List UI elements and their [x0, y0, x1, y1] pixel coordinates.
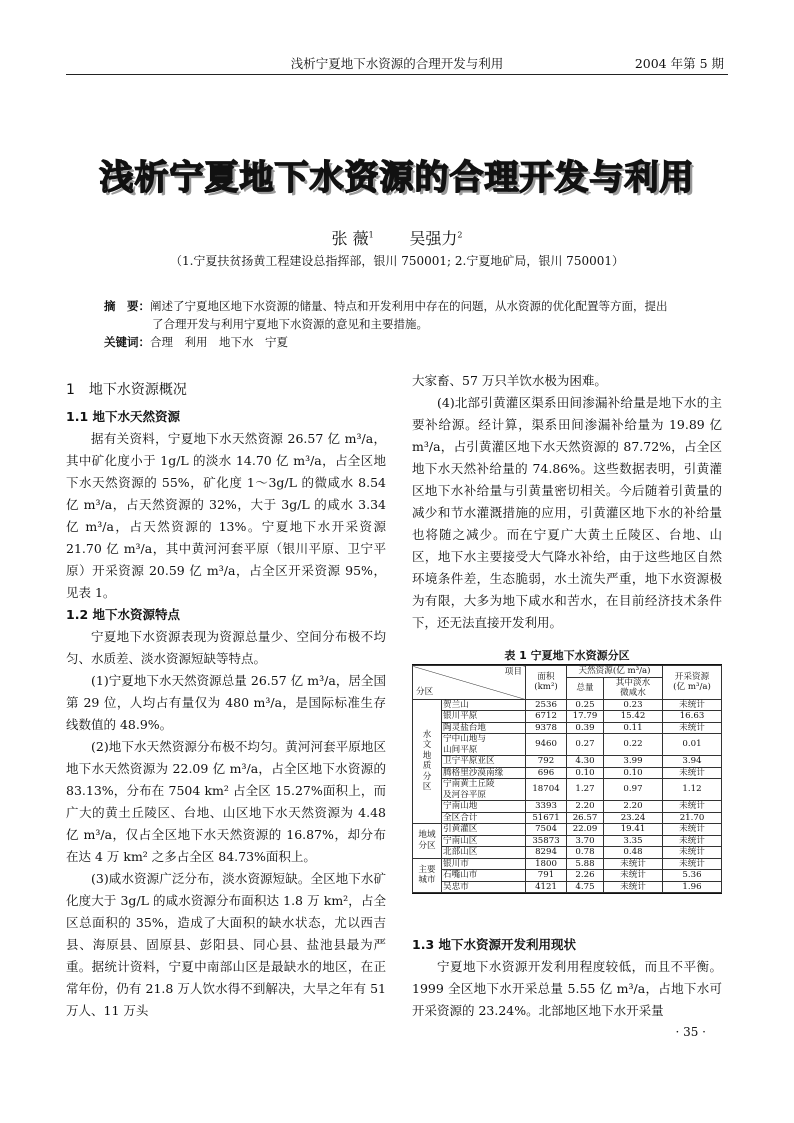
table-cell: 未统计 — [604, 870, 663, 882]
table-1 — [412, 648, 722, 894]
table-row — [413, 767, 722, 779]
table-cell: 未统计 — [663, 722, 722, 734]
table-1-caption: 表 1 宁夏地下水资源分区 — [504, 649, 630, 662]
row-label: 宁中山地与 山间平原 — [442, 734, 526, 756]
table-cell: 3.70 — [567, 835, 604, 847]
table-cell: 3.35 — [604, 835, 663, 847]
table-cell: 16.63 — [663, 711, 722, 723]
table-row — [413, 835, 722, 847]
table-cell: 4121 — [526, 881, 567, 893]
corner-header — [413, 666, 526, 700]
table-cell: 3.99 — [604, 756, 663, 768]
table-cell: 未统计 — [663, 767, 722, 779]
table-cell: 1800 — [526, 858, 567, 870]
table-cell: 6712 — [526, 711, 567, 723]
table-cell: 23.24 — [604, 812, 663, 824]
table-cell: 0.10 — [604, 767, 663, 779]
table-cell: 51671 — [526, 812, 567, 824]
table-row — [413, 711, 722, 723]
table-cell: 0.27 — [567, 734, 604, 756]
table-cell: 0.01 — [663, 734, 722, 756]
section-1-heading: 1 地下水资源概况 — [66, 382, 187, 398]
table-cell: 3393 — [526, 801, 567, 813]
table-cell: 21.70 — [663, 812, 722, 824]
table-cell: 0.39 — [567, 722, 604, 734]
table-row — [413, 756, 722, 768]
table-cell: 19.41 — [604, 824, 663, 836]
table-cell: 2.20 — [604, 801, 663, 813]
table-cell: 17.79 — [567, 711, 604, 723]
row-label: 石嘴山市 — [442, 870, 526, 882]
abstract-text-2: 了合理开发与利用宁夏地下水资源的意见和主要措施。 — [152, 317, 428, 331]
table-cell: 696 — [526, 767, 567, 779]
header-exploitable: 开采资源 (亿 m³/a) — [663, 666, 722, 700]
table-cell: 0.25 — [567, 699, 604, 711]
table-cell: 18704 — [526, 779, 567, 801]
abstract-label: 摘 要： — [104, 299, 150, 313]
table-cell: 26.57 — [567, 812, 604, 824]
running-header — [66, 52, 728, 75]
row-label: 宁南山区 — [442, 835, 526, 847]
author-2-sup: 2 — [457, 230, 463, 240]
row-label: 引黄灌区 — [442, 824, 526, 836]
row-label: 贺兰山 — [442, 699, 526, 711]
table-row — [413, 801, 722, 813]
table-cell: 3.94 — [663, 756, 722, 768]
table-cell: 0.23 — [604, 699, 663, 711]
row-label: 北部山区 — [442, 847, 526, 859]
author-1: 张 薇 — [331, 229, 369, 248]
table-cell: 2.26 — [567, 870, 604, 882]
table-row — [413, 847, 722, 859]
table-cell: 0.10 — [567, 767, 604, 779]
table-cell: 0.78 — [567, 847, 604, 859]
table-cell: 0.11 — [604, 722, 663, 734]
abstract-text-1: 阐述了宁夏地区地下水资源的储量、特点和开发利用中存在的问题，从水资源的优化配置等方面，提出 — [150, 299, 668, 313]
affiliation: （1.宁夏扶贫扬黄工程建设总指挥部，银川 750001; 2.宁夏地矿局，银川 750001） — [169, 254, 624, 268]
section-1-2-point-3: (3)咸水资源广泛分布，淡水资源短缺。全区地下水矿化度大于 3g/L 的咸水资源分布面积达 1.8 万 km²，占全区总面积的 35%，造成了大面积的缺水状态，尤以西吉县、海原县、固原县、彭阳县、同心县、盐池县最为严重。据统计资料，宁夏中南部山区是最缺水的地区，在正常年份，仍有 21.8 万人饮水得不到解决，大旱之年有 51 万人、11 万头 — [66, 871, 386, 1018]
keywords: 合理 利用 地下水 宁夏 — [150, 335, 288, 349]
table-cell: 未统计 — [663, 835, 722, 847]
table-cell: 1.12 — [663, 779, 722, 801]
section-1-3 — [412, 934, 722, 1022]
header-area: 面积 (km²) — [526, 666, 567, 700]
table-cell: 未统计 — [604, 858, 663, 870]
author-2: 吴强力 — [409, 229, 458, 248]
running-title: 浅析宁夏地下水资源的合理开发与利用 — [290, 56, 504, 71]
table-cell: 未统计 — [663, 801, 722, 813]
resource-table — [412, 665, 722, 893]
table-cell: 2536 — [526, 699, 567, 711]
article-title: 浅析宁夏地下水资源的合理开发与利用 — [99, 158, 695, 198]
section-1-2-point-1: (1)宁夏地下水天然资源总量 26.57 亿 m³/a，居全国第 29 位，人均占有量仅为 480 m³/a，是国际标准生存线数值的 48.9%。 — [66, 673, 386, 732]
row-label: 吴忠市 — [442, 881, 526, 893]
author-1-sup: 1 — [368, 230, 374, 240]
section-1-1-para: 据有关资料，宁夏地下水天然资源 26.57 亿 m³/a，其中矿化度小于 1g/L 的淡水 14.70 亿 m³/a，占全区地下水天然资源的 55%，矿化度 1～3g/L 的微咸水 8.54 亿 m³/a，占天然资源的 32%，大于 3g/L 的咸水 3.34 亿 m³/a，占天然资源的 13%。宁夏地下水开采资源 21.70 亿 m³/a，其中黄河河套平原（银川平原、卫宁平原）开采资源 20.59 亿 m³/a，占全区开采资源 95%，见表 1。 — [66, 431, 386, 600]
table-cell: 791 — [526, 870, 567, 882]
table-cell: 未统计 — [663, 847, 722, 859]
header-natural: 天然资源(亿 m³/a) — [567, 666, 663, 678]
table-cell: 0.48 — [604, 847, 663, 859]
row-label: 银川市 — [442, 858, 526, 870]
header-item: 项目 — [504, 667, 522, 677]
group-label: 水 文 地 质 分 区 — [413, 699, 442, 824]
table-cell: 未统计 — [663, 824, 722, 836]
table-row — [413, 870, 722, 882]
section-1-2-heading: 1.2 地下水资源特点 — [66, 607, 180, 622]
abstract — [104, 297, 704, 351]
table-row — [413, 722, 722, 734]
table-row — [413, 779, 722, 801]
table-cell: 15.42 — [604, 711, 663, 723]
header-total: 总量 — [567, 677, 604, 699]
table-cell: 0.22 — [604, 734, 663, 756]
section-1-3-para: 宁夏地下水资源开发利用程度较低，而且不平衡。1999 全区地下水开采总量 5.55 亿 m³/a，占地下水可开采资源的 23.24%。北部地区地下水开采量 — [412, 959, 722, 1018]
table-cell: 4.30 — [567, 756, 604, 768]
header-zone: 分区 — [416, 687, 434, 697]
table-row — [413, 858, 722, 870]
row-label: 银川平原 — [442, 711, 526, 723]
table-cell: 1.27 — [567, 779, 604, 801]
table-cell: 2.20 — [567, 801, 604, 813]
issue-label: 2004 年第 5 期 — [634, 56, 724, 71]
continued-text: 大家畜、57 万只羊饮水极为困难。 — [412, 373, 607, 388]
total-row — [413, 812, 722, 824]
section-1-2-intro: 宁夏地下水资源表现为资源总量少、空间分布极不均匀、水质差、淡水资源短缺等特点。 — [66, 629, 386, 666]
section-1-1-heading: 1.1 地下水天然资源 — [66, 409, 180, 424]
table-cell: 未统计 — [663, 858, 722, 870]
table-row — [413, 699, 722, 711]
section-1-3-heading: 1.3 地下水资源开发利用现状 — [412, 937, 576, 952]
section-1-2-point-2: (2)地下水天然资源分布极不均匀。黄河河套平原地区地下水天然资源为 22.09 亿 m³/a，占全区地下水资源的 83.13%，分布在 7504 km² 占全区 15.27%面积上，而广大的黄土丘陵区、台地、山区地下水天然资源为 4.48 亿 m³/a，仅占全区地下水天然资源的 16.87%，却分布在达 4 万 km² 之多占全区 84.73%面积上。 — [66, 739, 386, 864]
group-label: 主要 城市 — [413, 858, 442, 893]
section-1-2-point-4: (4)北部引黄灌区渠系田间渗漏补给量是地下水的主要补给源。经计算，渠系田间渗漏补给量为 19.89 亿 m³/a，占引黄灌区地下水天然资源的 87.72%，占全区地下水天然补给量的 74.86%。这些数据表明，引黄灌区地下水补给量与引黄量密切相关。今后随着引黄量的减少和节水灌溉措施的应用，引黄灌区地下水的补给量也将随之减少。而在宁夏广大黄土丘陵区、台地、山区，地下水主要接受大气降水补给，由于这些地区自然环境条件差，生态脆弱，水土流失严重，地下水资源极为有限，大多为地下咸水和苦水，在目前经济技术条件下，还无法直接开发利用。 — [412, 395, 722, 630]
row-label: 宁南山地 — [442, 801, 526, 813]
table-row — [413, 734, 722, 756]
table-row — [413, 824, 722, 836]
right-column — [412, 370, 722, 634]
table-cell: 5.88 — [567, 858, 604, 870]
table-cell: 792 — [526, 756, 567, 768]
left-column — [66, 378, 386, 1022]
table-cell: 9378 — [526, 722, 567, 734]
table-cell: 22.09 — [567, 824, 604, 836]
keywords-label: 关键词： — [104, 335, 150, 349]
page-number: · 35 · — [675, 1025, 706, 1039]
table-cell: 9460 — [526, 734, 567, 756]
table-cell: 未统计 — [663, 699, 722, 711]
table-cell: 5.36 — [663, 870, 722, 882]
table-cell: 未统计 — [604, 881, 663, 893]
row-label: 卫宁平原亚区 — [442, 756, 526, 768]
group-label: 地域 分区 — [413, 824, 442, 859]
table-cell: 4.75 — [567, 881, 604, 893]
table-cell: 1.96 — [663, 881, 722, 893]
row-label: 全区合计 — [442, 812, 526, 824]
row-label: 腾格里沙漠南缘 — [442, 767, 526, 779]
table-cell: 7504 — [526, 824, 567, 836]
table-cell: 0.97 — [604, 779, 663, 801]
table-row — [413, 881, 722, 893]
table-cell: 8294 — [526, 847, 567, 859]
authors — [0, 226, 794, 249]
table-cell: 35873 — [526, 835, 567, 847]
row-label: 宁南黄土丘陵 及河谷平原 — [442, 779, 526, 801]
header-fresh: 其中淡水 微咸水 — [604, 677, 663, 699]
row-label: 陶灵盐台地 — [442, 722, 526, 734]
